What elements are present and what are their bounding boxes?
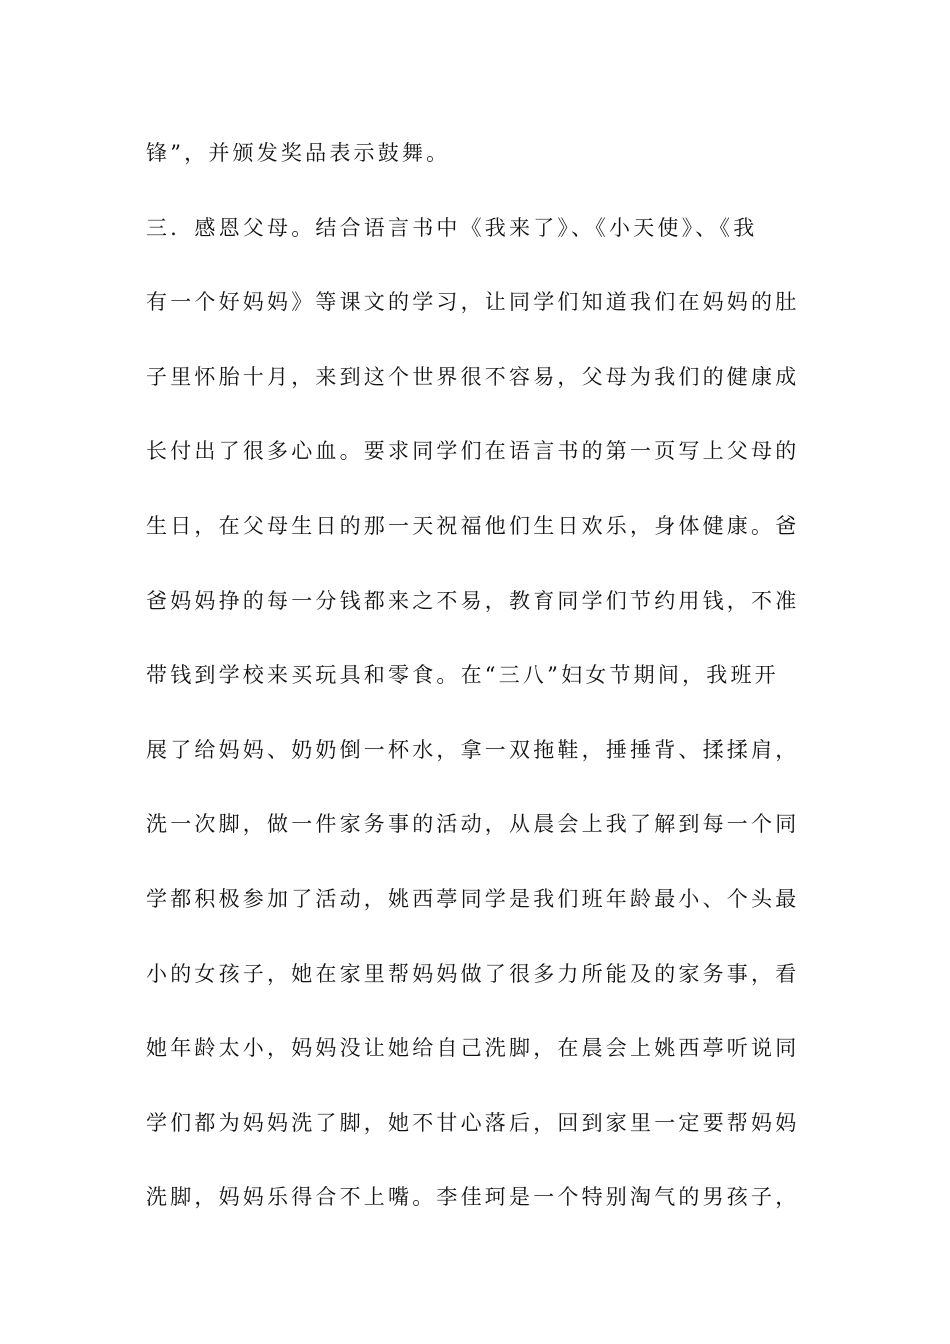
text-line: 三．感恩父母。结合语言书中《我来了》、《小天使》、《我: [146, 215, 758, 240]
text-line: 她年龄太小，妈妈没让她给自己洗脚，在晨会上姚西葶听说同: [146, 1036, 800, 1061]
text-line: 生日，在父母生日的那一天祝福他们生日欢乐，身体健康。爸: [146, 513, 800, 538]
text-line: 学们都为妈妈洗了脚，她不甘心落后，回到家里一定要帮妈妈: [146, 1110, 800, 1135]
text-line: 学都积极参加了活动，姚西葶同学是我们班年龄最小、个头最: [146, 886, 800, 911]
text-line: 有一个好妈妈》等课文的学习，让同学们知道我们在妈妈的肚: [146, 290, 800, 315]
text-line: 带钱到学校来买玩具和零食。在“三八”妇女节期间，我班开: [146, 663, 779, 688]
text-line: 锋”，并颁发奖品表示鼓舞。: [146, 141, 451, 165]
text-line: 长付出了很多心血。要求同学们在语言书的第一页写上父母的: [146, 439, 800, 464]
text-line: 子里怀胎十月，来到这个世界很不容易，父母为我们的健康成: [146, 364, 800, 389]
text-line: 小的女孩子，她在家里帮妈妈做了很多力所能及的家务事，看: [146, 961, 800, 986]
text-line: 展了给妈妈、奶奶倒一杯水，拿一双拖鞋，捶捶背、揉揉肩，: [146, 737, 800, 762]
text-line: 洗一次脚，做一件家务事的活动，从晨会上我了解到每一个同: [146, 812, 800, 837]
text-line: 爸妈妈挣的每一分钱都来之不易，教育同学们节约用钱，不准: [146, 588, 800, 613]
text-line: 洗脚，妈妈乐得合不上嘴。李佳珂是一个特别淘气的男孩子，: [146, 1185, 800, 1210]
body-text: [146, 131, 826, 1250]
